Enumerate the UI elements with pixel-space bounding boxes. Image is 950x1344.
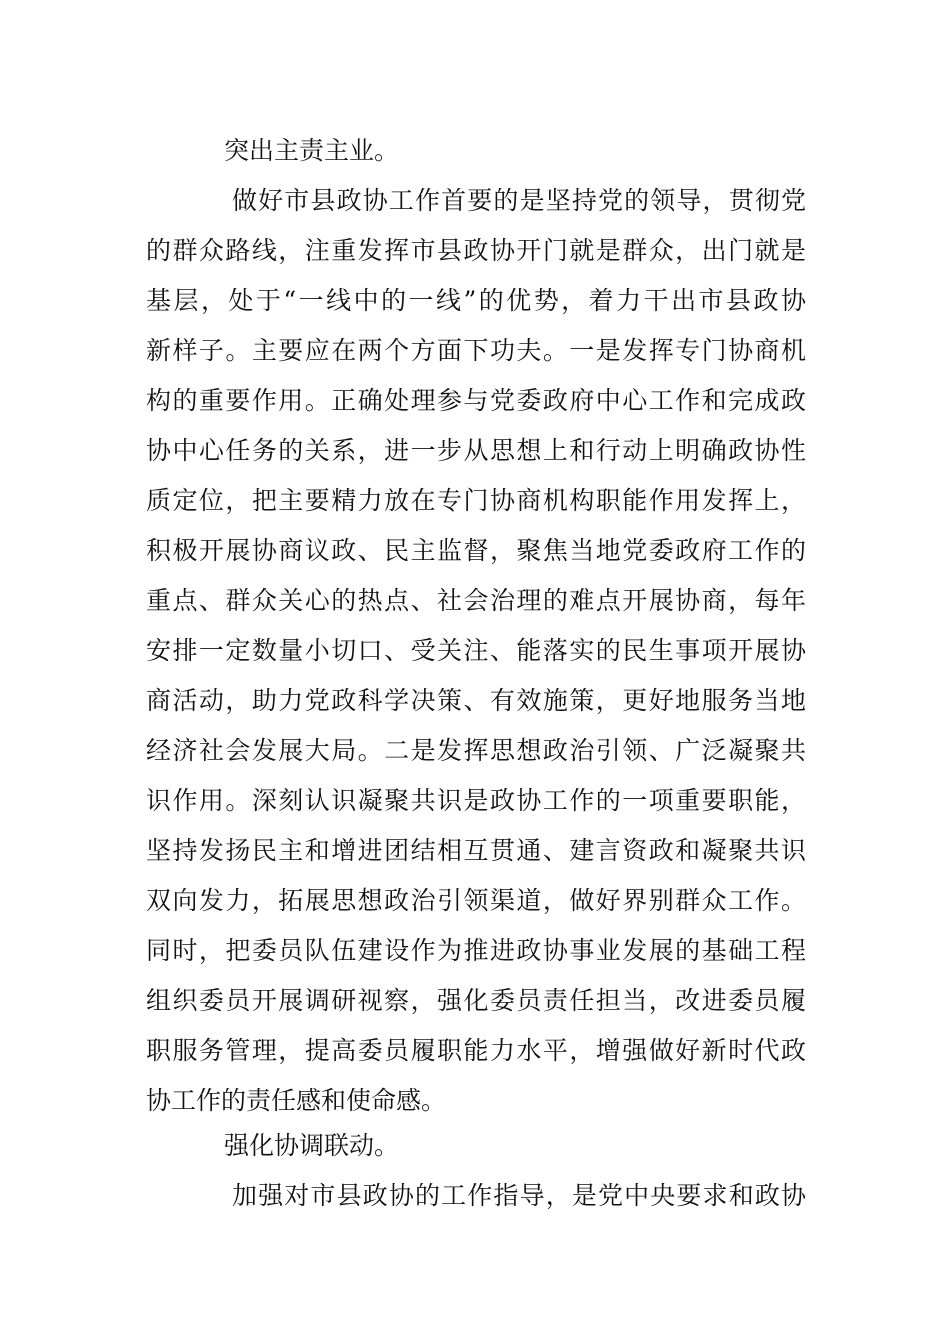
text-line: 的群众路线，注重发挥市县政协开门就是群众，出门就是 [146, 236, 806, 265]
paragraph-2 [146, 1171, 806, 1221]
text-line: 安排一定数量小切口、受关注、能落实的民生事项开展协 [146, 636, 806, 665]
text-line: 坚持发扬民主和增进团结相互贯通、建言资政和凝聚共识 [146, 836, 806, 865]
text-line: 重点、群众关心的热点、社会治理的难点开展协商，每年 [146, 586, 806, 615]
section-heading-1: 突出主责主业。 [224, 136, 400, 165]
text-line: 识作用。深刻认识凝聚共识是政协工作的一项重要职能， [146, 786, 806, 815]
text-line: 积极开展协商议政、民主监督，聚焦当地党委政府工作的 [146, 536, 806, 565]
text-line: 构的重要作用。正确处理参与党委政府中心工作和完成政 [146, 386, 806, 415]
text-line: 加强对市县政协的工作指导，是党中央要求和政协 [232, 1181, 806, 1210]
section-heading-2: 强化协调联动。 [224, 1131, 400, 1160]
text-line: 同时，把委员队伍建设作为推进政协事业发展的基础工程 [146, 936, 806, 965]
text-line: 质定位，把主要精力放在专门协商机构职能作用发挥上， [146, 486, 806, 515]
text-line: 做好市县政协工作首要的是坚持党的领导，贯彻党 [232, 186, 806, 215]
paragraph-1 [146, 176, 806, 1126]
text-line: 职服务管理，提高委员履职能力水平，增强做好新时代政 [146, 1036, 806, 1065]
text-line: 基层，处于“一线中的一线”的优势，着力干出市县政协 [146, 286, 806, 315]
text-line: 双向发力，拓展思想政治引领渠道，做好界别群众工作。 [146, 886, 806, 915]
text-line: 经济社会发展大局。二是发挥思想政治引领、广泛凝聚共 [146, 736, 806, 765]
text-line: 商活动，助力党政科学决策、有效施策，更好地服务当地 [146, 686, 806, 715]
text-line: 协工作的责任感和使命感。 [146, 1086, 447, 1115]
text-line: 协中心任务的关系，进一步从思想上和行动上明确政协性 [146, 436, 806, 465]
text-line: 新样子。主要应在两个方面下功夫。一是发挥专门协商机 [146, 336, 806, 365]
text-line: 组织委员开展调研视察，强化委员责任担当，改进委员履 [146, 986, 806, 1015]
